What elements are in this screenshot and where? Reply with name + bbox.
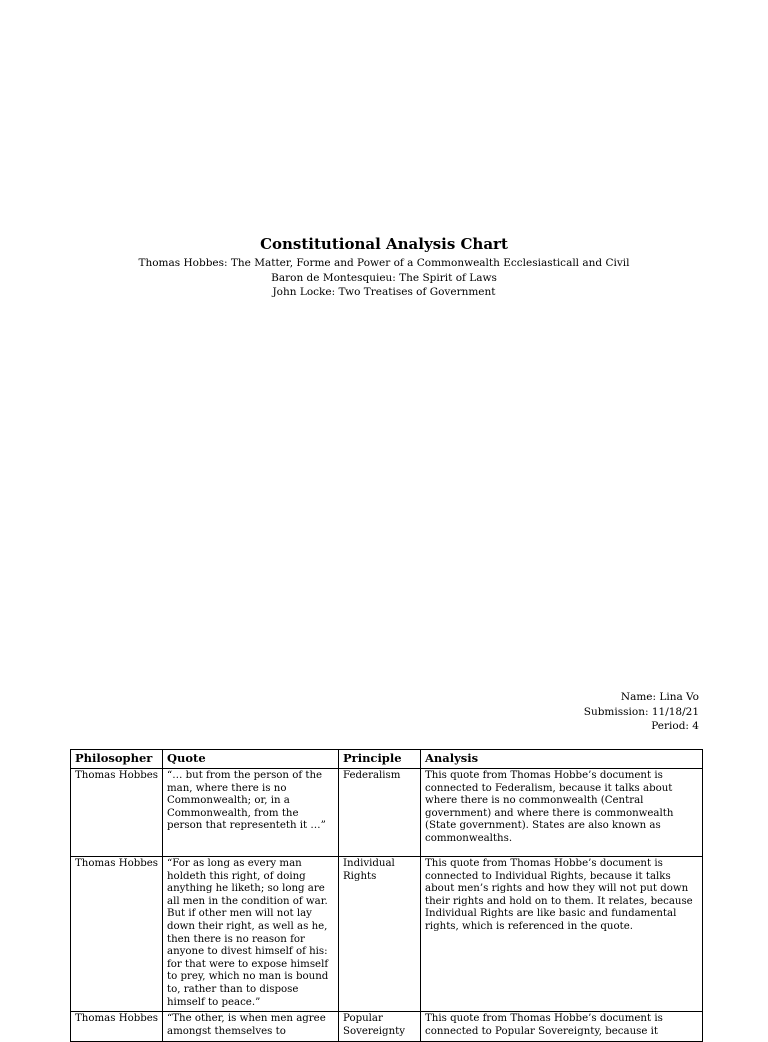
header-principle: Principle (339, 750, 421, 769)
cell-analysis: This quote from Thomas Hobbe’s document is connected to Individual Rights, because it talks about men’s rights and how they will not put down their rights and hold on to them. It relates, because Individual Rights are like basic and fundamental rights, which is referenced in the quote. (421, 857, 703, 1012)
student-info (584, 690, 699, 734)
table-row (71, 769, 703, 857)
source-hobbes: Thomas Hobbes: The Matter, Forme and Power of a Commonwealth Ecclesiasticall and Civil (138, 257, 630, 269)
cell-philosopher: Thomas Hobbes (71, 1012, 163, 1042)
source-montesquieu: Baron de Montesquieu: The Spirit of Laws (271, 271, 497, 284)
source-locke: John Locke: Two Treatises of Government (272, 286, 496, 298)
cell-principle: Popular Sovereignty (339, 1012, 421, 1042)
header-philosopher: Philosopher (71, 750, 163, 769)
table-row (71, 1012, 703, 1042)
analysis-table (70, 749, 703, 1042)
cell-principle: Federalism (339, 769, 421, 857)
table-row (71, 857, 703, 1012)
cell-principle: Individual Rights (339, 857, 421, 1012)
cell-philosopher: Thomas Hobbes (71, 857, 163, 1012)
table-header-row (71, 750, 703, 769)
cell-quote: “… but from the person of the man, where there is no Commonwealth; or, in a Commonwealth, from the person that representeth it …” (163, 769, 339, 857)
document-title: Constitutional Analysis Chart (260, 235, 508, 253)
header-analysis: Analysis (421, 750, 703, 769)
cell-quote: “For as long as every man holdeth this right, of doing anything he liketh; so long are all men in the condition of war. But if other men will not lay down their right, as well as he, then there is no reason for anyone to divest himself of his: for that were to expose himself to prey, which no man is bound to, rather than to dispose himself to peace.” (163, 857, 339, 1012)
cell-quote: “The other, is when men agree amongst themselves to (163, 1012, 339, 1042)
cell-analysis: This quote from Thomas Hobbe’s document is connected to Popular Sovereignty, because it (421, 1012, 703, 1042)
cell-philosopher: Thomas Hobbes (71, 769, 163, 857)
header-quote: Quote (163, 750, 339, 769)
cell-analysis: This quote from Thomas Hobbe’s document is connected to Federalism, because it talks about where there is no commonwealth (Central government) and where there is commonwealth (State government). States are also known as commonwealths. (421, 769, 703, 857)
title-block (0, 234, 768, 300)
student-name: Name: Lina Vo (620, 691, 699, 703)
class-period: Period: 4 (651, 720, 699, 732)
submission-date: Submission: 11/18/21 (583, 705, 699, 718)
